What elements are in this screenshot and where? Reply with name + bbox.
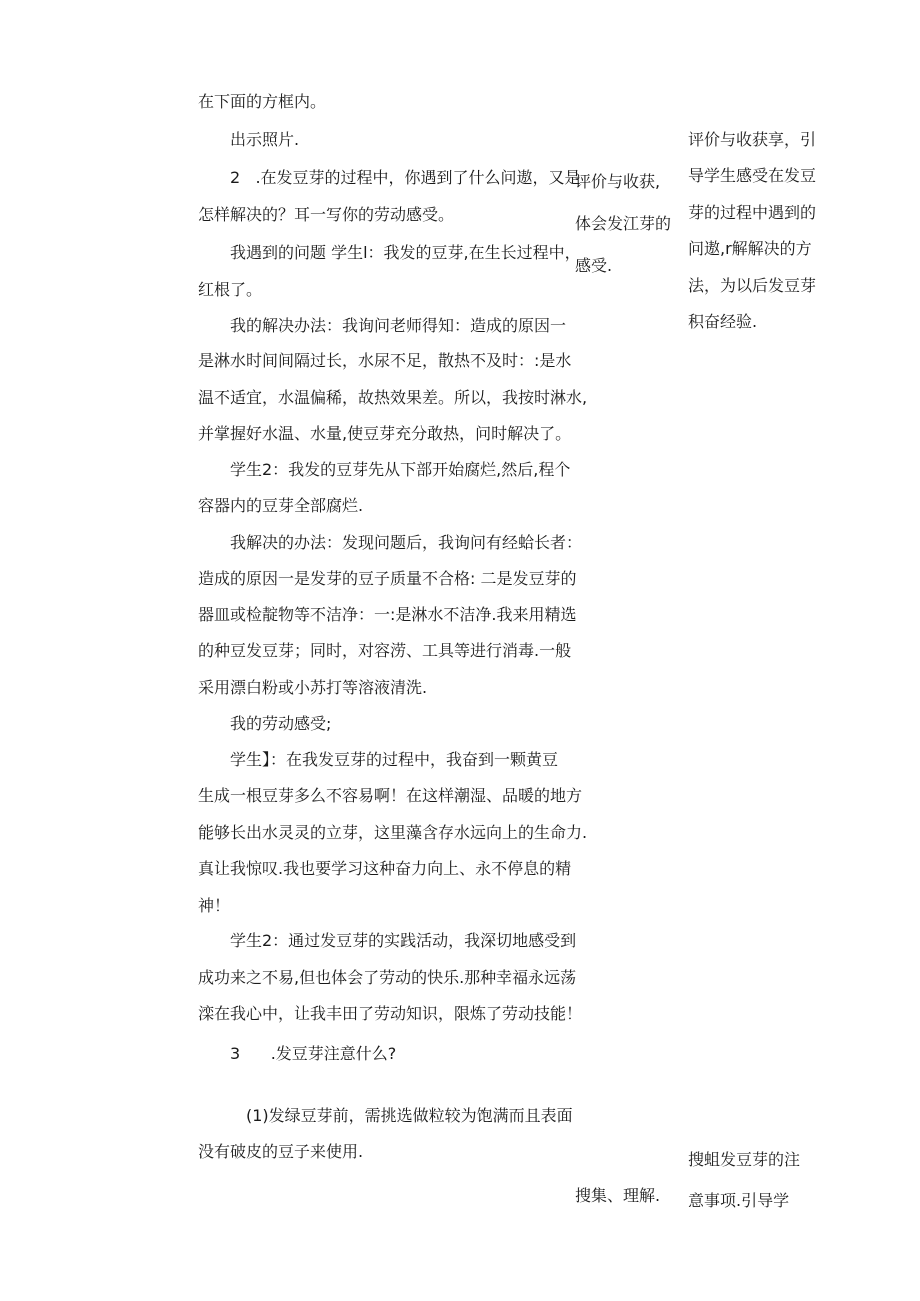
main-line-19: 学生】：在我发豆芽的过程中，我奋到一颗黄豆 [230, 750, 559, 769]
main-line-14: 造成的原因一是发芽的豆子质量不合格: 二是发豆芽的 [198, 569, 577, 588]
main-line-12: 容器内的豆芽全部腐烂. [198, 496, 364, 515]
main-line-1: 在下面的方框内。 [198, 92, 327, 111]
right-line-4: 问遨,r解解决的方 [688, 239, 812, 258]
main-line-29: 没有破皮的豆子来使用. [198, 1142, 364, 1161]
main-line-17: 采用漂白粉或小苏打等溶液清洗. [198, 678, 428, 697]
main-line-20: 生成一根豆芽多么不容易啊！在这样潮湿、品暖的地方 [198, 786, 583, 805]
right-line-2: 导学生感受在发豆 [688, 166, 817, 185]
main-line-24: 学生2：通过发豆芽的实践活动，我深切地感受到 [230, 931, 577, 950]
mid-line-1: 评价与收获, [575, 172, 661, 191]
right-line-1: 评价与收获享，引 [688, 130, 817, 149]
main-line-5: 我遇到的问题 学生l：我发的豆芽,在生长过程中， [230, 243, 581, 262]
right-line-3: 芽的过程中遇到的 [688, 203, 817, 222]
main-line-22: 真让我惊叹.我也要学习这种奋力向上、永不停息的精 [198, 859, 572, 878]
main-line-16: 的种豆发豆芽；同时，对容涝、工具等进行消毒.一般 [198, 641, 572, 660]
main-line-3: 2 .在发豆芽的过程中，你遇到了什么问遨，又是 [230, 168, 581, 187]
main-line-23: 神！ [198, 896, 231, 915]
main-line-28: (1)发绿豆芽前，需挑选做粒较为饱满而且表面 [246, 1106, 573, 1125]
main-line-6: 红根了。 [198, 280, 263, 299]
main-line-25: 成功来之不易,但也体会了劳动的快乐.那种幸福永远荡 [198, 968, 577, 987]
main-line-15: 器皿或检靛物等不洁净：一:是淋水不洁净.我来用精选 [198, 605, 577, 624]
right-line-7: 搜蛆发豆芽的注 [688, 1150, 801, 1169]
main-line-18: 我的劳动感受; [230, 714, 332, 733]
main-line-11: 学生2：我发的豆芽先从下部开始腐烂,然后,程个 [230, 460, 571, 479]
main-line-9: 温不适宜，水温偏稀，故热效果差。所以，我按时淋水, [198, 388, 588, 407]
main-line-27: 3 .发豆芽注意什么? [230, 1044, 397, 1063]
main-line-7: 我的解决办法：我询问老师得知：造成的原因一 [230, 316, 567, 335]
right-line-8: 意事项.引导学 [688, 1191, 790, 1210]
main-line-26: 滦在我心中，让我丰田了劳动知识，限炼了劳动技能！ [198, 1004, 583, 1023]
mid-line-2: 体会发江芽的 [575, 214, 672, 233]
main-line-8: 是淋水时间间隔过长，水尿不足，散热不及时：:是水 [198, 351, 572, 370]
mid-line-3: 感受. [575, 256, 613, 275]
main-line-10: 并掌握好水温、水量,使豆芽充分敢热，问时解决了。 [198, 424, 572, 443]
main-line-2: 出示照片. [230, 130, 300, 149]
right-line-6: 积奋经验. [688, 312, 758, 331]
main-line-4: 怎样解决的？耳一写你的劳动感受。 [198, 205, 455, 224]
right-line-5: 法，为以后发豆芽 [688, 276, 817, 295]
main-line-13: 我解决的办法：发现问题后，我询问有经蛤长者： [230, 533, 583, 552]
main-line-21: 能够长出水灵灵的立芽，这里藻含存水远向上的生命力. [198, 823, 588, 842]
mid-line-4: 搜集、理解. [575, 1186, 661, 1205]
